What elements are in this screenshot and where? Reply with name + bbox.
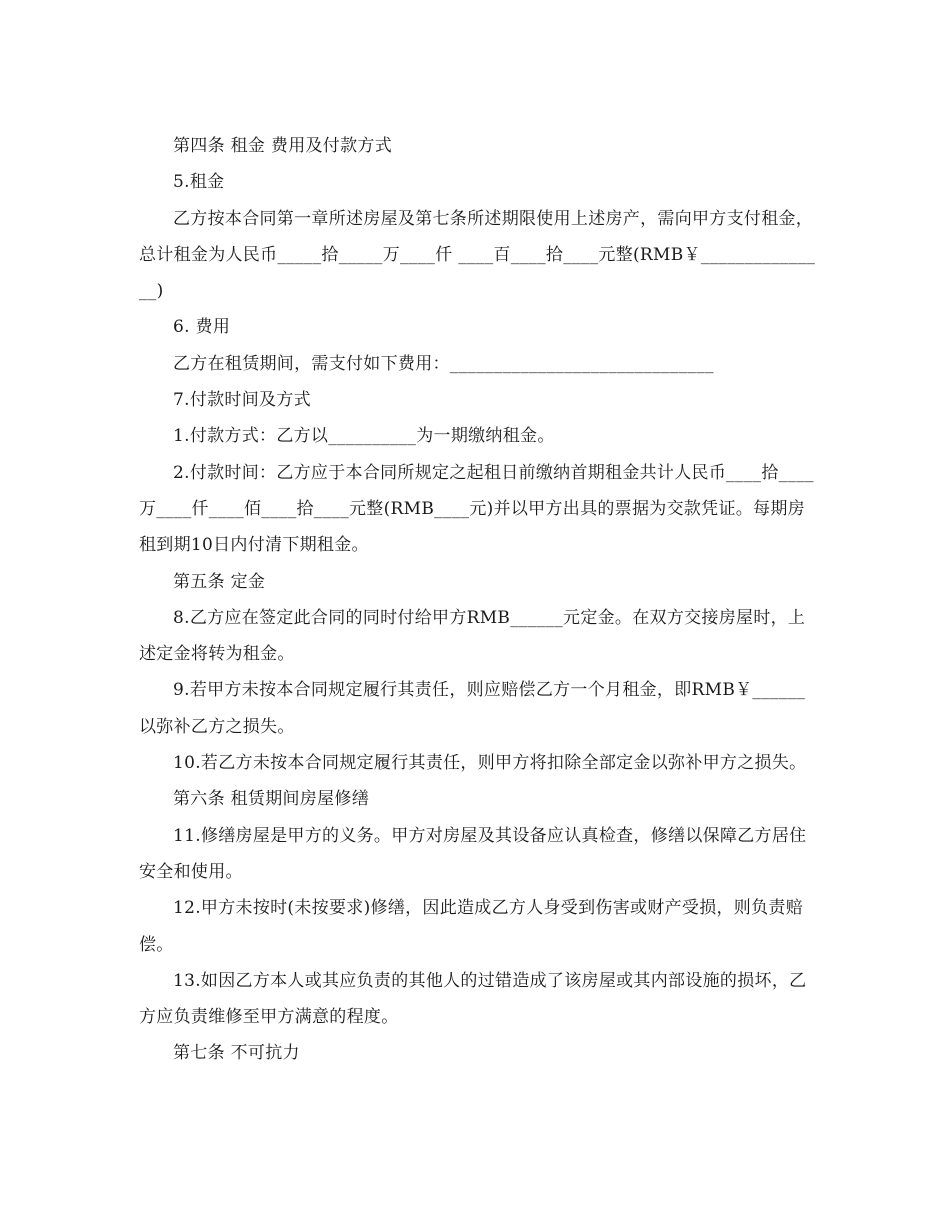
payment-time: 2.付款时间：乙方应于本合同所规定之起租日前缴纳首期租金共计人民币____拾____万____仟____佰____拾____元整(RMB____元)并以甲方出具的票据为交款凭证。每期房租到期10日内付清下期租金。 (139, 462, 814, 556)
article-6-heading: 第六条 租赁期间房屋修缮 (173, 789, 370, 810)
clause-9: 9.若甲方未按本合同规定履行其责任，则应赔偿乙方一个月租金，即RMB￥______以弥补乙方之损失。 (139, 680, 806, 737)
article-7-heading: 第七条 不可抗力 (173, 1043, 300, 1064)
clause-11: 11.修缮房屋是甲方的义务。甲方对房屋及其设备应认真检查，修缮以保障乙方居住安全和使用。 (139, 825, 807, 882)
clause-12: 12.甲方未按时(未按要求)修缮，因此造成乙方人身受到伤害或财产受损，则负责赔偿。 (139, 898, 803, 955)
clause-5-body: 乙方按本合同第一章所述房屋及第七条所述期限使用上述房产，需向甲方支付租金，总计租金为人民币_____拾_____万____仟 ____百____拾____元整(RMB￥_______________) (139, 208, 816, 302)
clause-7-title: 7.付款时间及方式 (173, 390, 311, 411)
article-4-heading: 第四条 租金 费用及付款方式 (173, 136, 393, 156)
clause-8: 8.乙方应在签定此合同的同时付给甲方RMB______元定金。在双方交接房屋时，上述定金将转为租金。 (139, 607, 806, 665)
payment-method: 1.付款方式：乙方以__________为一期缴纳租金。 (173, 426, 555, 447)
article-5-heading: 第五条 定金 (173, 571, 266, 592)
clause-6-title: 6. 费用 (173, 317, 231, 338)
clause-13: 13.如因乙方本人或其应负责的其他人的过错造成了该房屋或其内部设施的损坏，乙方应负责维修至甲方满意的程度。 (139, 970, 807, 1028)
clause-5-title: 5.租金 (173, 172, 225, 193)
clause-10: 10.若乙方未按本合同规定履行其责任，则甲方将扣除全部定金以弥补甲方之损失。 (173, 753, 807, 774)
clause-6-body: 乙方在租赁期间，需支付如下费用：______________________________ (173, 353, 714, 374)
